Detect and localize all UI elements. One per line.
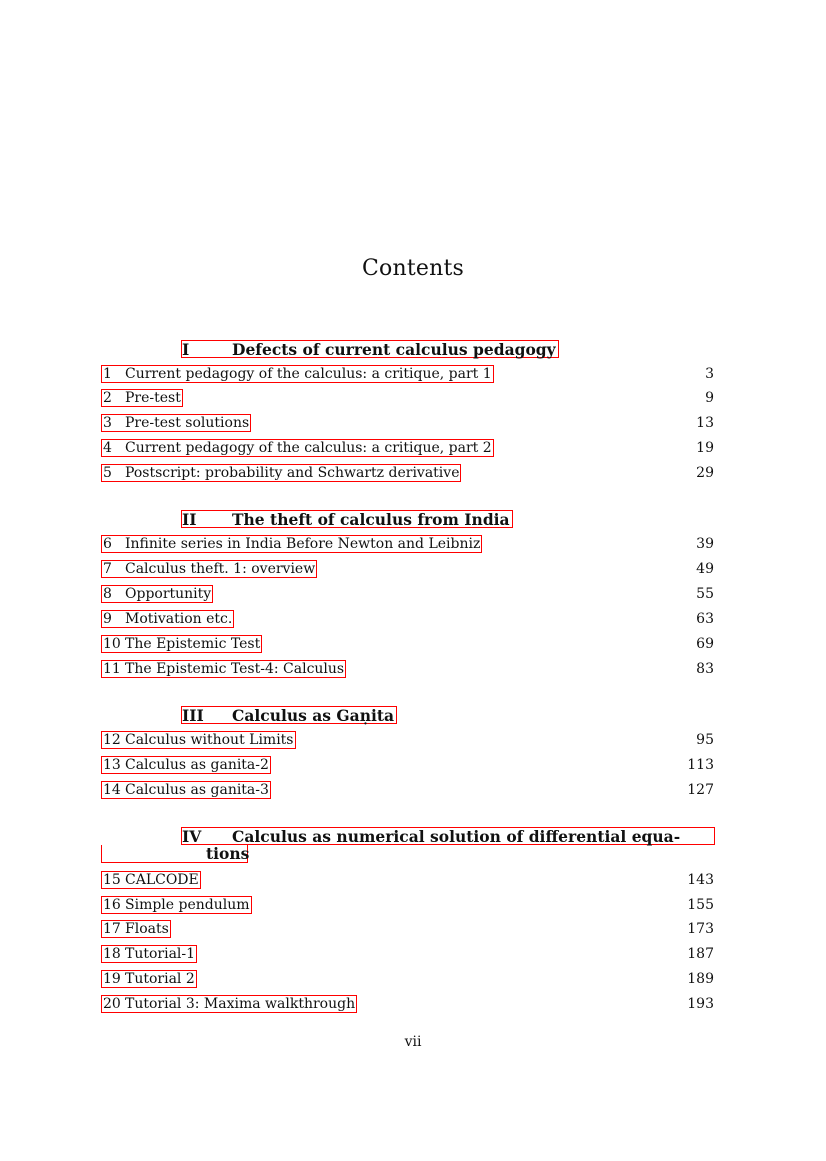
page-number: 143 <box>687 872 714 888</box>
toc-entry[interactable] <box>101 896 714 914</box>
toc-entry[interactable] <box>101 995 714 1013</box>
part-number: III <box>182 706 204 725</box>
toc-entry-link[interactable] <box>101 635 262 653</box>
toc-entry-link[interactable] <box>101 731 296 749</box>
chapter-number: 5 <box>103 465 112 481</box>
chapter-title: The Epistemic Test-4: Calculus <box>125 661 345 677</box>
part-title: The theft of calculus from India <box>232 510 510 529</box>
part-heading-2[interactable] <box>181 510 513 528</box>
toc-entry[interactable] <box>101 439 714 457</box>
page-number: 113 <box>687 757 714 773</box>
toc-entry[interactable] <box>101 560 714 578</box>
toc-entry[interactable] <box>101 585 714 603</box>
chapter-number: 18 <box>103 946 121 962</box>
chapter-title: Postscript: probability and Schwartz derivative <box>125 465 460 481</box>
toc-entry[interactable] <box>101 756 714 774</box>
toc-entry[interactable] <box>101 871 714 889</box>
chapter-title: Floats <box>125 921 169 937</box>
chapter-number: 11 <box>103 661 121 677</box>
chapter-number: 9 <box>103 611 112 627</box>
page-number: 187 <box>687 946 714 962</box>
toc-entry-link[interactable] <box>101 464 461 482</box>
page-folio: vii <box>404 1034 422 1050</box>
page-number: 193 <box>687 996 714 1012</box>
page-number: 13 <box>696 415 714 431</box>
toc-entry-link[interactable] <box>101 560 317 578</box>
toc-entry[interactable] <box>101 945 714 963</box>
toc-entry-link[interactable] <box>101 439 494 457</box>
page-number: 3 <box>705 366 714 382</box>
chapter-title: Tutorial 2 <box>125 971 195 987</box>
page-title: Contents <box>361 256 464 281</box>
chapter-number: 19 <box>103 971 121 987</box>
part-title: Defects of current calculus pedagogy <box>232 340 556 359</box>
page-number: 29 <box>696 465 714 481</box>
toc-entry[interactable] <box>101 389 714 407</box>
page-number: 69 <box>696 636 714 652</box>
toc-entry-link[interactable] <box>101 389 183 407</box>
chapter-title: CALCODE <box>125 872 199 888</box>
toc-entry[interactable] <box>101 660 714 678</box>
part-number: II <box>182 510 197 529</box>
part-heading-4-continued[interactable] <box>101 845 248 863</box>
toc-entry[interactable] <box>101 464 714 482</box>
chapter-title: Calculus without Limits <box>125 732 294 748</box>
chapter-number: 17 <box>103 921 121 937</box>
chapter-title: Pre-test solutions <box>125 415 250 431</box>
chapter-number: 13 <box>103 757 121 773</box>
page-number: 83 <box>696 661 714 677</box>
toc-entry-link[interactable] <box>101 920 171 938</box>
chapter-number: 2 <box>103 390 112 406</box>
toc-entry[interactable] <box>101 731 714 749</box>
toc-entry-link[interactable] <box>101 871 201 889</box>
toc-entry-link[interactable] <box>101 585 213 603</box>
toc-entry-link[interactable] <box>101 970 197 988</box>
page-number: 155 <box>687 897 714 913</box>
chapter-number: 7 <box>103 561 112 577</box>
chapter-number: 20 <box>103 996 121 1012</box>
toc-entry-link[interactable] <box>101 414 251 432</box>
page-number: 49 <box>696 561 714 577</box>
page-number: 189 <box>687 971 714 987</box>
chapter-number: 3 <box>103 415 112 431</box>
chapter-number: 4 <box>103 440 112 456</box>
page-number: 55 <box>696 586 714 602</box>
chapter-title: Simple pendulum <box>125 897 250 913</box>
chapter-title: Motivation etc. <box>125 611 233 627</box>
toc-entry-link[interactable] <box>101 660 346 678</box>
chapter-number: 16 <box>103 897 121 913</box>
part-number: I <box>182 340 190 359</box>
chapter-number: 14 <box>103 782 121 798</box>
chapter-title: Opportunity <box>125 586 212 602</box>
part-heading-1[interactable] <box>181 340 559 358</box>
toc-entry-link[interactable] <box>101 995 357 1013</box>
toc-entry[interactable] <box>101 535 714 553</box>
toc-entry-link[interactable] <box>101 756 271 774</box>
chapter-title: The Epistemic Test <box>125 636 261 652</box>
toc-entry-link[interactable] <box>101 945 197 963</box>
toc-entry[interactable] <box>101 610 714 628</box>
chapter-number: 1 <box>103 366 112 382</box>
toc-entry[interactable] <box>101 635 714 653</box>
chapter-number: 10 <box>103 636 121 652</box>
chapter-title: Tutorial-1 <box>125 946 196 962</box>
chapter-number: 15 <box>103 872 121 888</box>
part-heading-4[interactable] <box>181 827 715 845</box>
page-number: 173 <box>687 921 714 937</box>
part-title-line1: Calculus as numerical solution of differential equa- <box>232 827 681 846</box>
toc-entry[interactable] <box>101 365 714 383</box>
toc-entry-link[interactable] <box>101 535 482 553</box>
toc-entry[interactable] <box>101 781 714 799</box>
part-title-line2: tions <box>206 844 250 863</box>
chapter-number: 12 <box>103 732 121 748</box>
toc-entry[interactable] <box>101 970 714 988</box>
chapter-number: 8 <box>103 586 112 602</box>
chapter-title: Current pedagogy of the calculus: a critique, part 1 <box>125 366 492 382</box>
toc-entry[interactable] <box>101 920 714 938</box>
part-number: IV <box>182 827 202 846</box>
chapter-title: Pre-test <box>125 390 181 406</box>
toc-entry-link[interactable] <box>101 781 271 799</box>
page-number: 39 <box>696 536 714 552</box>
chapter-title: Calculus as ganita-3 <box>125 782 269 798</box>
chapter-title: Current pedagogy of the calculus: a critique, part 2 <box>125 440 492 456</box>
chapter-title: Infinite series in India Before Newton and Leibniz <box>125 536 481 552</box>
page-number: 9 <box>705 390 714 406</box>
toc-entry[interactable] <box>101 414 714 432</box>
chapter-title: Tutorial 3: Maxima walkthrough <box>125 996 356 1012</box>
chapter-number: 6 <box>103 536 112 552</box>
toc-entry-link[interactable] <box>101 896 252 914</box>
chapter-title: Calculus as ganita-2 <box>125 757 269 773</box>
page-number: 95 <box>696 732 714 748</box>
toc-entry-link[interactable] <box>101 365 494 383</box>
part-heading-3[interactable] <box>181 706 397 724</box>
page-number: 63 <box>696 611 714 627</box>
page-number: 127 <box>687 782 714 798</box>
toc-entry-link[interactable] <box>101 610 234 628</box>
page-number: 19 <box>696 440 714 456</box>
part-title: Calculus as Gaṇita <box>232 706 395 725</box>
chapter-title: Calculus theft. 1: overview <box>125 561 316 577</box>
